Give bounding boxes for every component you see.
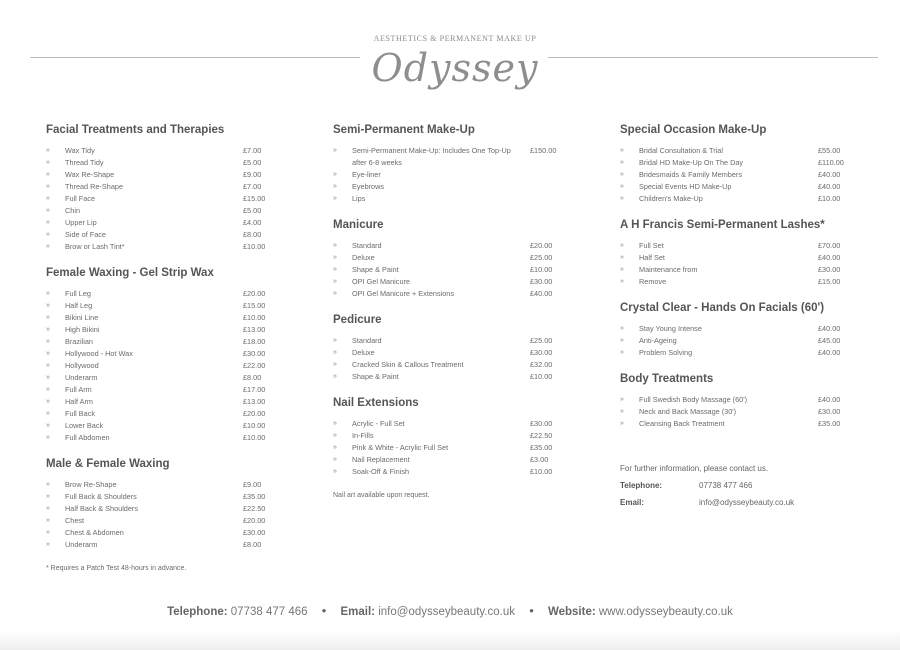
- treatment-name: Wax Tidy: [65, 146, 95, 155]
- bullet-icon: »: [46, 159, 50, 166]
- price-row: [46, 539, 276, 551]
- price-row: [46, 432, 276, 444]
- price-row: [333, 264, 568, 276]
- treatment-name: Chin: [65, 206, 81, 215]
- footer-website-value[interactable]: www.odysseybeauty.co.uk: [598, 606, 733, 618]
- price-row: [46, 396, 276, 408]
- bullet-icon: »: [333, 171, 337, 178]
- treatment-price: £20.00: [243, 289, 266, 298]
- bullet-icon: »: [46, 529, 50, 536]
- treatment-price: £18.00: [243, 337, 266, 346]
- bullet-icon: »: [333, 468, 337, 475]
- treatment-name: Shape & Paint: [352, 372, 399, 381]
- price-row: [620, 418, 850, 430]
- treatment-price: £9.00: [243, 170, 262, 179]
- bullet-icon: »: [46, 195, 50, 202]
- logo-tagline: AESTHETICS & PERMANENT MAKE UP: [373, 34, 537, 43]
- price-row: [333, 430, 568, 442]
- menu-section: [620, 219, 850, 288]
- treatment-price: £20.00: [243, 409, 266, 418]
- menu-section: [333, 314, 568, 383]
- treatment-price: £10.00: [243, 313, 266, 322]
- price-row: [333, 145, 568, 169]
- treatment-name: Underarm: [65, 540, 98, 549]
- price-row: [46, 515, 276, 527]
- price-row: [333, 347, 568, 359]
- treatment-name: Children's Make-Up: [639, 194, 703, 203]
- treatment-price: £13.00: [243, 325, 266, 334]
- contact-telephone-value[interactable]: 07738 477 466: [699, 481, 753, 490]
- treatment-name: Eyebrows: [352, 182, 385, 191]
- treatment-price: £150.00: [530, 146, 557, 155]
- treatment-name: Full Face: [65, 194, 96, 203]
- price-row: [46, 336, 276, 348]
- treatment-price: £22.50: [530, 431, 553, 440]
- header-divider-right: [548, 57, 878, 58]
- treatment-name: Half Leg: [65, 301, 93, 310]
- treatment-price: £22.50: [243, 504, 266, 513]
- treatment-price: £40.00: [818, 324, 841, 333]
- price-row: [46, 479, 276, 491]
- section-title: A H Francis Semi-Permanent Lashes*: [620, 219, 825, 231]
- treatment-name: In-Fills: [352, 431, 374, 440]
- price-row: [46, 241, 276, 253]
- treatment-price: £110.00: [818, 158, 844, 167]
- price-row: [620, 335, 850, 347]
- footer-telephone-value[interactable]: 07738 477 466: [230, 606, 308, 618]
- price-row: [620, 169, 850, 181]
- treatment-name: Lips: [352, 194, 366, 203]
- treatment-name: Standard: [352, 241, 382, 250]
- price-row: [46, 491, 276, 503]
- bullet-icon: »: [46, 243, 50, 250]
- footer-telephone-label: Telephone:: [167, 606, 228, 618]
- bullet-icon: »: [46, 517, 50, 524]
- treatment-price: £30.00: [243, 349, 266, 358]
- contact-info: [620, 464, 850, 515]
- treatment-name: Nail Replacement: [352, 455, 410, 464]
- treatment-price: £40.00: [818, 182, 841, 191]
- treatment-price: £25.00: [530, 253, 553, 262]
- price-row: [46, 312, 276, 324]
- bullet-icon: »: [620, 171, 624, 178]
- price-row: [46, 503, 276, 515]
- treatment-name: Cracked Skin & Callous Treatment: [352, 360, 464, 369]
- bullet-icon: »: [333, 337, 337, 344]
- bullet-icon: »: [333, 290, 337, 297]
- price-row: [620, 252, 850, 264]
- price-row: [46, 300, 276, 312]
- bullet-icon: »: [46, 374, 50, 381]
- treatment-price: £8.00: [243, 230, 262, 239]
- price-row: [46, 408, 276, 420]
- price-row: [46, 288, 276, 300]
- treatment-name: Half Arm: [65, 397, 93, 406]
- treatment-price: £30.00: [818, 265, 841, 274]
- price-row: [333, 288, 568, 300]
- section-title: Manicure: [333, 219, 384, 231]
- bullet-icon: »: [46, 350, 50, 357]
- bottom-shadow: [0, 630, 900, 650]
- treatment-price: £8.00: [243, 540, 262, 549]
- treatment-price: £40.00: [818, 348, 841, 357]
- treatment-price: £30.00: [530, 348, 553, 357]
- treatment-name: Lower Back: [65, 421, 104, 430]
- column-left: [46, 124, 276, 572]
- header-divider-left: [30, 57, 360, 58]
- bullet-icon: »: [333, 456, 337, 463]
- price-row: [333, 181, 568, 193]
- section-title: Nail Extensions: [333, 397, 419, 409]
- contact-email-label: Email:: [620, 498, 645, 507]
- treatment-price: £40.00: [818, 253, 841, 262]
- bullet-icon: »: [46, 481, 50, 488]
- price-row: [620, 264, 850, 276]
- treatment-name: Full Back: [65, 409, 96, 418]
- price-row: [620, 240, 850, 252]
- bullet-icon: »: [333, 432, 337, 439]
- bullet-icon: »: [333, 242, 337, 249]
- treatment-name: Bridesmaids & Family Members: [639, 170, 742, 179]
- treatment-price: £35.00: [243, 492, 266, 501]
- menu-section: [46, 267, 276, 444]
- price-row: [620, 323, 850, 335]
- bullet-icon: »: [620, 195, 624, 202]
- treatment-name: Remove: [639, 277, 667, 286]
- price-row: [620, 394, 850, 406]
- bullet-icon: »: [333, 183, 337, 190]
- column-middle: [333, 124, 568, 499]
- price-row: [46, 527, 276, 539]
- column-right: [620, 124, 850, 515]
- bullet-icon: »: [333, 195, 337, 202]
- treatment-name: Semi-Permanent Make-Up: Includes One Top-Up after 6-8 weeks: [352, 146, 511, 167]
- menu-section: [620, 302, 850, 359]
- treatment-name: Deluxe: [352, 253, 375, 262]
- bullet-icon: »: [333, 254, 337, 261]
- bullet-icon: »: [46, 183, 50, 190]
- treatment-name: Thread Re-Shape: [65, 182, 124, 191]
- bullet-icon: »: [620, 325, 624, 332]
- treatment-name: Brow or Lash Tint*: [65, 242, 125, 251]
- price-row: [46, 372, 276, 384]
- menu-section: [46, 124, 276, 253]
- treatment-name: Stay Young Intense: [639, 324, 702, 333]
- treatment-name: Underarm: [65, 373, 98, 382]
- treatment-price: £5.00: [243, 158, 262, 167]
- bullet-icon: »: [46, 147, 50, 154]
- price-row: [333, 169, 568, 181]
- bullet-icon: »: [333, 349, 337, 356]
- treatment-name: Anti-Ageing: [639, 336, 677, 345]
- bullet-icon: »: [46, 398, 50, 405]
- price-row: [333, 371, 568, 383]
- treatment-price: £35.00: [818, 419, 841, 428]
- bullet-icon: »: [46, 290, 50, 297]
- bullet-icon: »: [46, 219, 50, 226]
- price-row: [333, 335, 568, 347]
- treatment-name: Soak-Off & Finish: [352, 467, 410, 476]
- treatment-price: £45.00: [818, 336, 841, 345]
- treatment-name: OPI Gel Manicure + Extensions: [352, 289, 454, 298]
- treatment-price: £3.00: [530, 455, 549, 464]
- footer-email-value[interactable]: info@odysseybeauty.co.uk: [378, 606, 515, 618]
- treatment-name: Full Abdomen: [65, 433, 110, 442]
- treatment-price: £40.00: [530, 289, 553, 298]
- treatment-name: Side of Face: [65, 230, 106, 239]
- bullet-icon: »: [620, 278, 624, 285]
- treatment-price: £15.00: [243, 301, 266, 310]
- treatment-name: Brazilian: [65, 337, 93, 346]
- section-title: Male & Female Waxing: [46, 458, 170, 470]
- treatment-name: Full Set: [639, 241, 664, 250]
- bullet-icon: »: [620, 147, 624, 154]
- menu-section: [46, 458, 276, 551]
- price-row: [620, 145, 850, 157]
- treatment-name: Bridal HD Make-Up On The Day: [639, 158, 744, 167]
- bullet-icon: »: [46, 231, 50, 238]
- bullet-icon: »: [46, 171, 50, 178]
- contact-email-row: [620, 498, 850, 515]
- treatment-name: Eye-liner: [352, 170, 381, 179]
- treatment-price: £10.00: [243, 421, 266, 430]
- treatment-price: £32.00: [530, 360, 553, 369]
- treatment-price: £30.00: [243, 528, 266, 537]
- treatment-price: £10.00: [243, 242, 266, 251]
- treatment-name: Shape & Paint: [352, 265, 399, 274]
- treatment-price: £22.00: [243, 361, 266, 370]
- bullet-icon: »: [333, 361, 337, 368]
- treatment-price: £20.00: [530, 241, 553, 250]
- bullet-icon: »: [46, 338, 50, 345]
- treatment-name: Deluxe: [352, 348, 375, 357]
- treatment-name: Wax Re-Shape: [65, 170, 115, 179]
- menu-section: [333, 124, 568, 205]
- bullet-icon: »: [620, 408, 624, 415]
- price-row: [333, 442, 568, 454]
- bullet-icon: »: [620, 254, 624, 261]
- treatment-price: £15.00: [243, 194, 266, 203]
- section-title: Pedicure: [333, 314, 382, 326]
- price-row: [620, 157, 850, 169]
- bullet-icon: »: [333, 373, 337, 380]
- treatment-name: Maintenance from: [639, 265, 698, 274]
- price-row: [620, 181, 850, 193]
- treatment-name: Upper Lip: [65, 218, 97, 227]
- section-title: Crystal Clear - Hands On Facials (60'): [620, 302, 825, 314]
- treatment-price: £5.00: [243, 206, 262, 215]
- treatment-name: Full Swedish Body Massage (60'): [639, 395, 748, 404]
- bullet-icon: »: [46, 422, 50, 429]
- menu-section: [333, 219, 568, 300]
- bullet-icon: »: [46, 362, 50, 369]
- treatment-price: £4.00: [243, 218, 262, 227]
- treatment-name: Full Leg: [65, 289, 91, 298]
- treatment-price: £10.00: [530, 372, 553, 381]
- section-title: Special Occasion Make-Up: [620, 124, 767, 136]
- footer-email-label: Email:: [340, 606, 376, 618]
- price-row: [46, 384, 276, 396]
- price-row: [333, 276, 568, 288]
- treatment-price: £25.00: [530, 336, 553, 345]
- price-row: [620, 347, 850, 359]
- section-title: Body Treatments: [620, 373, 714, 385]
- bullet-icon: »: [46, 410, 50, 417]
- price-row: [46, 157, 276, 169]
- treatment-price: £10.00: [243, 433, 266, 442]
- price-row: [620, 276, 850, 288]
- treatment-name: Full Arm: [65, 385, 92, 394]
- treatment-price: £17.00: [243, 385, 266, 394]
- price-row: [333, 418, 568, 430]
- contact-intro: For further information, please contact us.: [620, 464, 769, 473]
- bullet-icon: »: [620, 183, 624, 190]
- price-row: [46, 181, 276, 193]
- treatment-price: £9.00: [243, 480, 262, 489]
- treatment-price: £10.00: [818, 194, 841, 203]
- bullet-icon: »: [333, 420, 337, 427]
- treatment-name: Standard: [352, 336, 382, 345]
- bullet-icon: »: [46, 302, 50, 309]
- bullet-icon: »: [333, 147, 337, 154]
- menu-section: [333, 397, 568, 478]
- treatment-name: Brow Re-Shape: [65, 480, 117, 489]
- price-row: [46, 217, 276, 229]
- price-row: [46, 324, 276, 336]
- footer-website-label: Website:: [547, 606, 596, 618]
- price-row: [46, 145, 276, 157]
- treatment-name: Bridal Consultation & Trial: [639, 146, 723, 155]
- bullet-icon: »: [620, 420, 624, 427]
- treatment-name: Half Back & Shoulders: [65, 504, 139, 513]
- price-row: [46, 360, 276, 372]
- logo-name: Odyssey: [371, 46, 539, 90]
- footnote: Nail art available upon request.: [333, 492, 430, 499]
- treatment-name: OPI Gel Manicure: [352, 277, 410, 286]
- treatment-price: £70.00: [818, 241, 841, 250]
- treatment-price: £13.00: [243, 397, 266, 406]
- contact-telephone-label: Telephone:: [620, 481, 663, 490]
- price-row: [46, 169, 276, 181]
- treatment-price: £55.00: [818, 146, 841, 155]
- treatment-price: £30.00: [530, 277, 553, 286]
- bullet-icon: »: [46, 505, 50, 512]
- treatment-name: High Bikini: [65, 325, 100, 334]
- treatment-price: £40.00: [818, 395, 841, 404]
- footer-contact-bar: [0, 603, 900, 618]
- bullet-icon: »: [620, 266, 624, 273]
- price-row: [46, 193, 276, 205]
- price-row: [46, 420, 276, 432]
- bullet-icon: »: [46, 314, 50, 321]
- price-row: [46, 348, 276, 360]
- treatment-price: £10.00: [530, 265, 553, 274]
- treatment-name: Problem Solving: [639, 348, 693, 357]
- treatment-price: £7.00: [243, 146, 262, 155]
- treatment-name: Pink & White - Acrylic Full Set: [352, 443, 449, 452]
- section-title: Facial Treatments and Therapies: [46, 124, 225, 136]
- section-title: Semi-Permanent Make-Up: [333, 124, 475, 136]
- treatment-name: Half Set: [639, 253, 665, 262]
- menu-section: [620, 373, 850, 430]
- section-title: Female Waxing - Gel Strip Wax: [46, 267, 214, 279]
- contact-email-value[interactable]: info@odysseybeauty.co.uk: [699, 498, 795, 507]
- bullet-icon: »: [620, 396, 624, 403]
- treatment-name: Neck and Back Massage (30'): [639, 407, 737, 416]
- footer-separator: •: [529, 603, 534, 618]
- treatment-price: £20.00: [243, 516, 266, 525]
- menu-section: [620, 124, 850, 205]
- treatment-name: Acrylic - Full Set: [352, 419, 405, 428]
- treatment-name: Special Events HD Make-Up: [639, 182, 732, 191]
- treatment-name: Cleansing Back Treatment: [639, 419, 725, 428]
- treatment-name: Chest & Abdomen: [65, 528, 124, 537]
- price-row: [333, 240, 568, 252]
- price-row: [46, 229, 276, 241]
- bullet-icon: »: [46, 207, 50, 214]
- bullet-icon: »: [46, 434, 50, 441]
- price-row: [333, 466, 568, 478]
- price-row: [333, 454, 568, 466]
- price-row: [620, 193, 850, 205]
- treatment-price: £30.00: [818, 407, 841, 416]
- bullet-icon: »: [333, 278, 337, 285]
- bullet-icon: »: [46, 386, 50, 393]
- treatment-price: £30.00: [530, 419, 553, 428]
- bullet-icon: »: [46, 493, 50, 500]
- price-row: [46, 205, 276, 217]
- treatment-price: £10.00: [530, 467, 553, 476]
- treatment-price: £15.00: [818, 277, 841, 286]
- treatment-name: Hollywood: [65, 361, 99, 370]
- treatment-price: £40.00: [818, 170, 841, 179]
- bullet-icon: »: [620, 159, 624, 166]
- treatment-name: Hollywood - Hot Wax: [65, 349, 133, 358]
- treatment-name: Chest: [65, 516, 85, 525]
- bullet-icon: »: [46, 541, 50, 548]
- bullet-icon: »: [46, 326, 50, 333]
- price-row: [333, 252, 568, 264]
- treatment-price: £7.00: [243, 182, 262, 191]
- footnote: * Requires a Patch Test 48-hours in advance.: [46, 565, 187, 572]
- bullet-icon: »: [333, 444, 337, 451]
- footer-separator: •: [321, 603, 327, 618]
- bullet-icon: »: [333, 266, 337, 273]
- treatment-name: Full Back & Shoulders: [65, 492, 137, 501]
- bullet-icon: »: [620, 242, 624, 249]
- bullet-icon: »: [620, 349, 624, 356]
- bullet-icon: »: [620, 337, 624, 344]
- price-row: [620, 406, 850, 418]
- contact-telephone-row: [620, 481, 850, 498]
- odyssey-logo: [370, 28, 540, 103]
- treatment-name: Thread Tidy: [65, 158, 104, 167]
- price-row: [333, 359, 568, 371]
- treatment-name: Bikini Line: [65, 313, 99, 322]
- price-row: [333, 193, 568, 205]
- treatment-price: £8.00: [243, 373, 262, 382]
- treatment-price: £35.00: [530, 443, 553, 452]
